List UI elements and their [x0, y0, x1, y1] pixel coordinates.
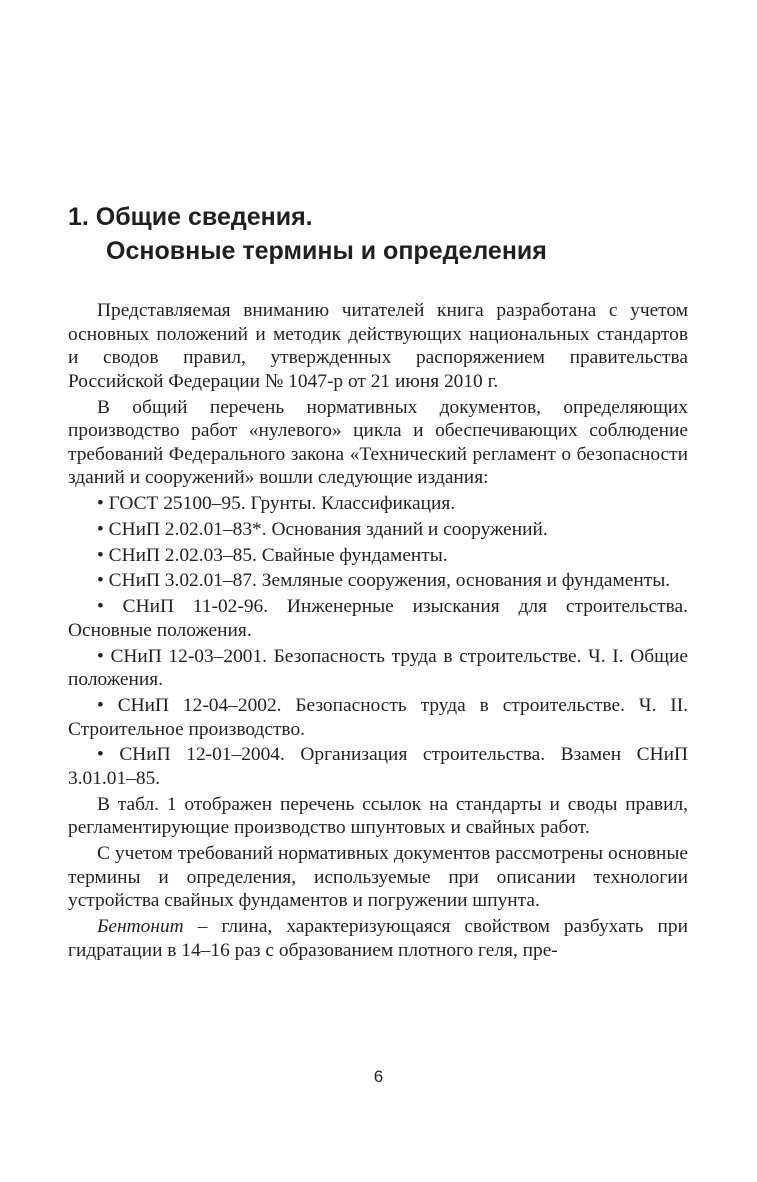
table-reference-paragraph: В табл. 1 отображен перечень ссылок на стандарты и своды правил, регламентирующие производство шпунтовых и свайных работ.: [68, 793, 688, 839]
page-number: 6: [373, 1067, 384, 1086]
list-item: • ГОСТ 25100–95. Грунты. Классификация.: [97, 493, 456, 515]
list-item: • СНиП 12-03–2001. Безопасность труда в строительстве. Ч. I. Общие положения.: [68, 645, 688, 691]
definition-paragraph: [68, 915, 688, 962]
list-item: • СНиП 2.02.01–83*. Основания зданий и сооружений.: [97, 518, 548, 540]
definition-text: – глина, характеризующаяся свойством разбухать при гидратации в 14–16 раз с образованием плотного геля, пре-: [68, 916, 688, 961]
list-item: • СНиП 11-02-96. Инженерные изыскания для строительства. Основные положения.: [68, 596, 688, 641]
documents-paragraph: В общий перечень нормативных документов, определяющих производство работ «нулевого» цикла и обеспечивающих соблюдение требований Федерального закона «Технический регламент о безопасности зданий и сооружений» вошли следующие издания:: [68, 396, 688, 489]
intro-paragraph: Представляемая вниманию читателей книга разработана с учетом основных положений и методик действующих национальных стандартов и сводов правил, утвержденных распоряжением правительства Российской Федерации № 1047-р от 21 июня 2010 г.: [68, 300, 688, 392]
section-heading: [68, 200, 708, 268]
list-item: • СНиП 12-04–2002. Безопасность труда в строительстве. Ч. II. Строительное производство.: [68, 695, 688, 740]
list-item: • СНиП 12-01–2004. Организация строительства. Взамен СНиП 3.01.01–85.: [68, 744, 688, 789]
list-item: • СНиП 2.02.03–85. Свайные фундаменты.: [97, 544, 448, 566]
section-heading-line-1: 1. Общие сведения.: [68, 203, 313, 231]
definition-term: Бентонит: [97, 916, 184, 938]
terms-intro-paragraph: С учетом требований нормативных документов рассмотрены основные термины и определения, используемые при описании технологии устройства свайных фундаментов и погружении шпунта.: [68, 843, 688, 912]
body-text: [68, 299, 688, 964]
list-item: • СНиП 3.02.01–87. Земляные сооружения, основания и фундаменты.: [97, 570, 671, 592]
section-heading-line-2: Основные термины и определения: [106, 237, 547, 265]
